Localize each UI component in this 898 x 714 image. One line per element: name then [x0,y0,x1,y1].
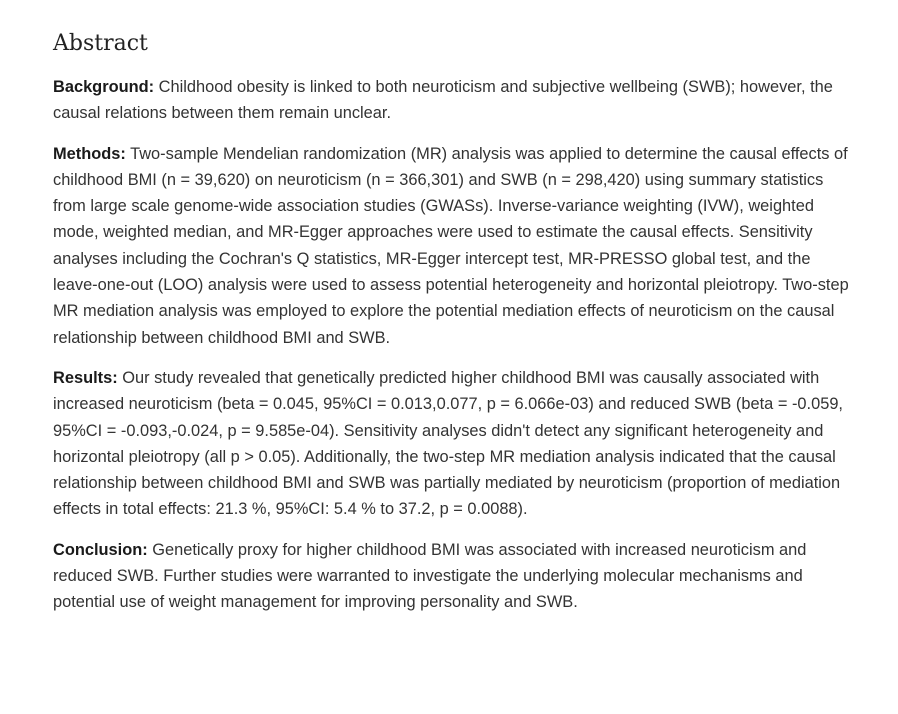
conclusion-text: Genetically proxy for higher childhood BMI was associated with increased neuroticism and reduced SWB. Further studies were warranted to investigate the underlying molecular mechanisms and potential use of weight management for improving personality and SWB. [53,540,807,612]
abstract-title: Abstract [53,31,148,56]
conclusion-section [53,537,853,616]
results-text: Our study revealed that genetically predicted higher childhood BMI was causally associated with increased neuroticism (beta = 0.045, 95%CI = 0.013,0.077, p = 6.066e-03) and reduced SWB (beta = -0.059, 95%CI = -0.093,-0.024, p = 9.585e-04). Sensitivity analyses didn't detect any significant heterogeneity and horizontal pleiotropy (all p > 0.05). Additionally, the two-step MR mediation analysis indicated that the causal relationship between childhood BMI and SWB was partially mediated by neuroticism (proportion of mediation effects in total effects: 21.3 %, 95%CI: 5.4 % to 37.2, p = 0.0088). [53,368,843,519]
methods-text: Two-sample Mendelian randomization (MR) analysis was applied to determine the causal effects of childhood BMI (n = 39,620) on neuroticism (n = 366,301) and SWB (n = 298,420) using summary statistics from large scale genome-wide association studies (GWASs). Inverse-variance weighting (IVW), weighted mode, weighted median, and MR-Egger approaches were used to estimate the causal effects. Sensitivity analyses including the Cochran's Q statistics, MR-Egger intercept test, MR-PRESSO global test, and the leave-one-out (LOO) analysis were used to assess potential heterogeneity and horizontal pleiotropy. Two-step MR mediation analysis was employed to explore the potential mediation effects of neuroticism on the causal relationship between childhood BMI and SWB. [53,144,849,347]
methods-section [53,141,853,351]
results-label: Results: [53,368,118,387]
conclusion-label: Conclusion: [53,540,148,559]
methods-label: Methods: [53,144,126,163]
results-section [53,365,853,523]
background-text: Childhood obesity is linked to both neuroticism and subjective wellbeing (SWB); however, the causal relations between them remain unclear. [53,78,833,123]
background-label: Background: [53,78,155,96]
background-section [53,74,853,127]
